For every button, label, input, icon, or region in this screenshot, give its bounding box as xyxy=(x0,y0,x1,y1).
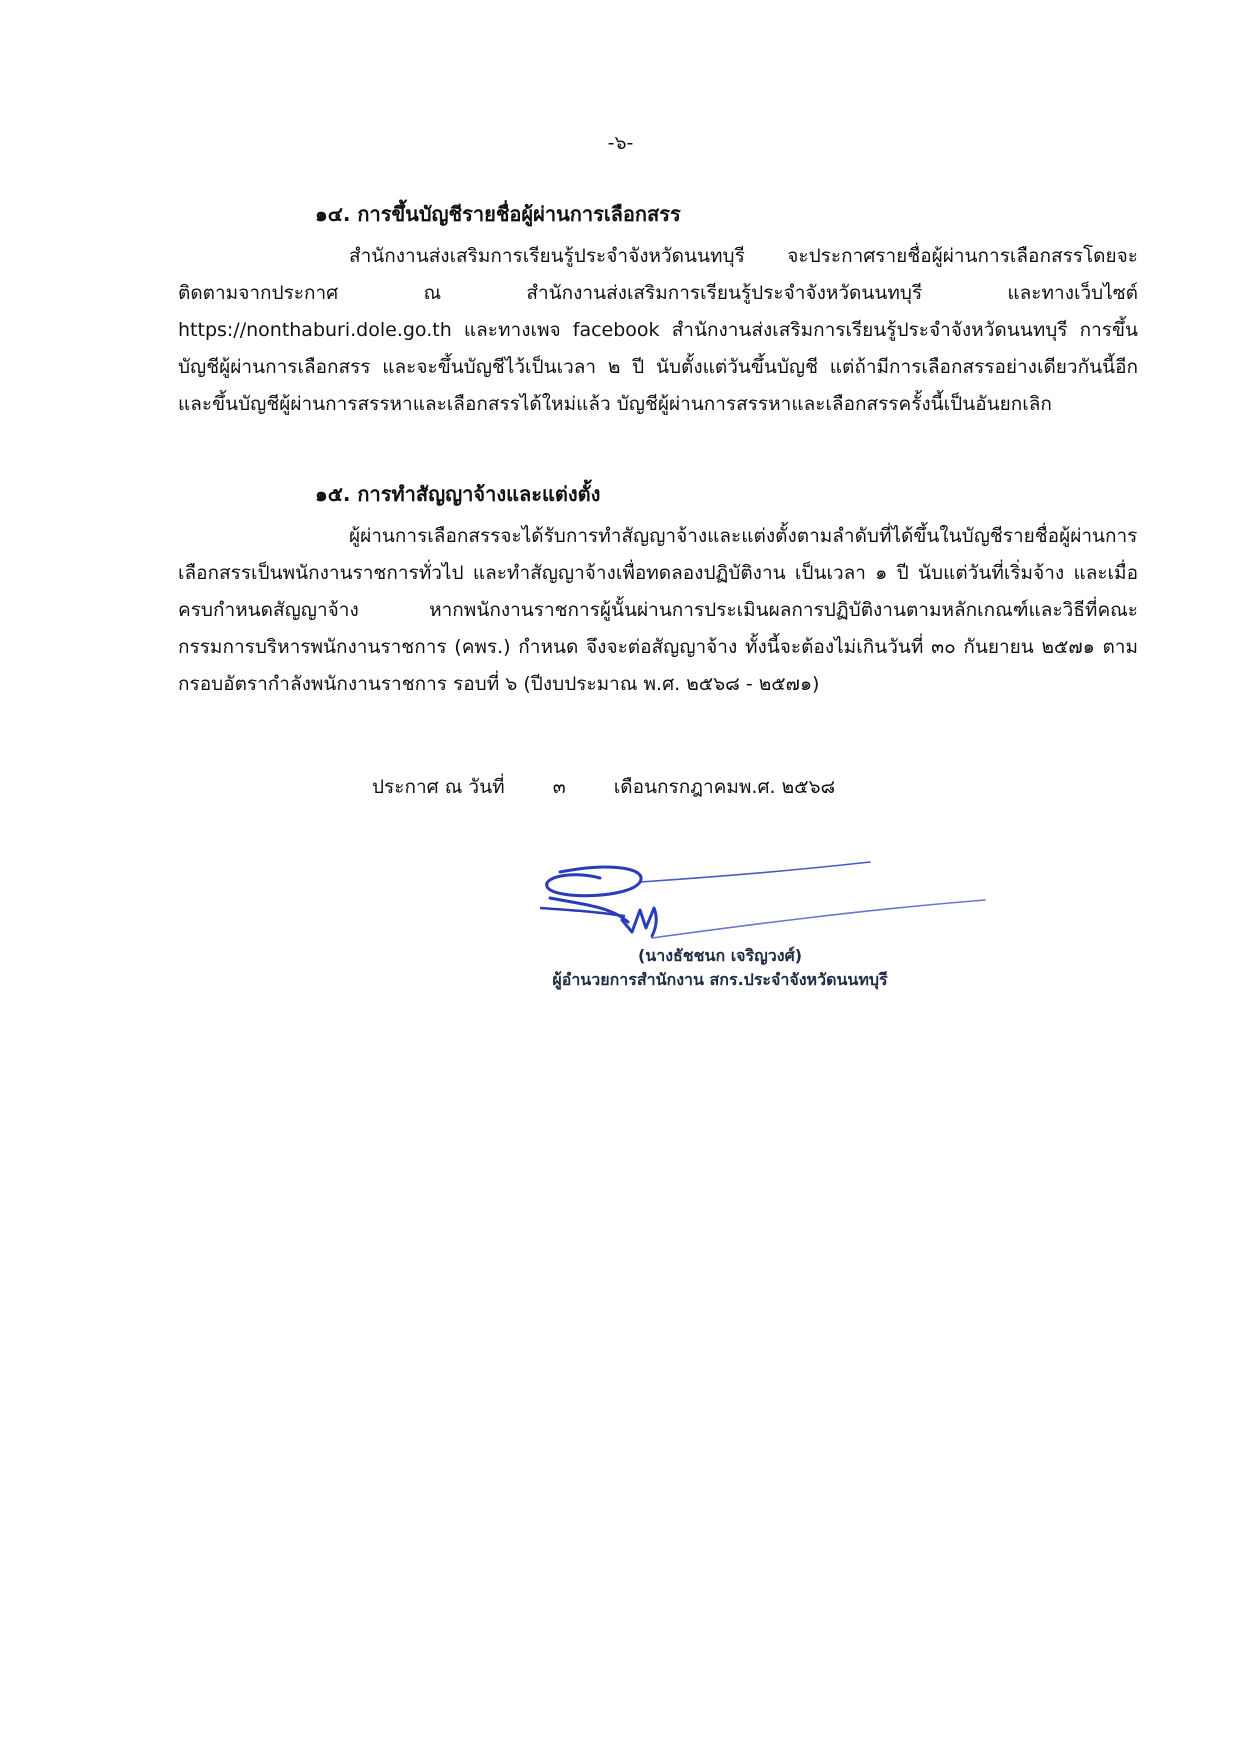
signature-stroke xyxy=(652,900,985,938)
section-body: ผู้ผ่านการเลือกสรรจะได้รับการทำสัญญาจ้างและแต่งตั้งตามลำดับที่ได้ขึ้นในบัญชีรายชื่อผู้ผ่านการเลือกสรรเป็นพนักงานราชการทั่วไป และทำสัญญาจ้างเพื่อทดลองปฏิบัติงาน เป็นเวลา ๑ ปี นับแต่วันที่เริ่มจ้าง และเมื่อครบกำหนดสัญญาจ้าง หากพนักงานราชการผู้นั้นผ่านการประเมินผลการปฏิบัติงานตามหลักเกณฑ์และวิธีที่คณะกรรมการบริหารพนักงานราชการ (คพร.) กำหนด จึงจะต่อสัญญาจ้าง ทั้งนี้จะต้องไม่เกินวันที่ ๓๐ กันยายน ๒๕๗๑ ตามกรอบอัตรากำลังพนักงานราชการ รอบที่ ๖ (ปีงบประมาณ พ.ศ. ๒๕๖๘ - ๒๕๗๑) xyxy=(178,525,1138,695)
page-number: -๖- xyxy=(607,132,634,154)
signature-image xyxy=(540,848,1000,948)
section-15-contract-appointment xyxy=(178,476,1138,703)
section-heading: ๑๔. การขึ้นบัญชีรายชื่อผู้ผ่านการเลือกสรร xyxy=(315,202,681,226)
signer-name: (นางธัชชนก เจริญวงศ์) xyxy=(637,946,803,965)
announcement-prefix: ประกาศ ณ วันที่ xyxy=(372,776,505,798)
announcement-month-year: เดือนกรกฎาคมพ.ศ. ๒๕๖๘ xyxy=(613,776,836,798)
announcement-day: ๓ xyxy=(552,776,566,798)
section-body: สำนักงานส่งเสริมการเรียนรู้ประจำจังหวัดนนทบุรี จะประกาศรายชื่อผู้ผ่านการเลือกสรรโดยจะติดตามจากประกาศ ณ สำนักงานส่งเสริมการเรียนรู้ประจำจังหวัดนนทบุรี และทางเว็บไซต์ https://nonthaburi.dole.go.th และทางเพจ facebook สำนักงานส่งเสริมการเรียนรู้ประจำจังหวัดนนทบุรี การขึ้นบัญชีผู้ผ่านการเลือกสรร และจะขึ้นบัญชีไว้เป็นเวลา ๒ ปี นับตั้งแต่วันขึ้นบัญชี แต่ถ้ามีการเลือกสรรอย่างเดียวกันนี้อีก และขึ้นบัญชีผู้ผ่านการสรรหาและเลือกสรรได้ใหม่แล้ว บัญชีผู้ผ่านการสรรหาและเลือกสรรครั้งนี้เป็นอันยกเลิก xyxy=(178,245,1138,415)
signature-stroke xyxy=(547,867,641,896)
section-14-candidate-list xyxy=(178,196,1138,423)
announcement-date-line xyxy=(372,772,835,802)
section-heading: ๑๕. การทำสัญญาจ้างและแต่งตั้ง xyxy=(315,482,601,506)
signature-stroke xyxy=(640,862,870,882)
signer-title: ผู้อำนวยการสำนักงาน สกร.ประจำจังหวัดนนทบุรี xyxy=(552,970,888,989)
